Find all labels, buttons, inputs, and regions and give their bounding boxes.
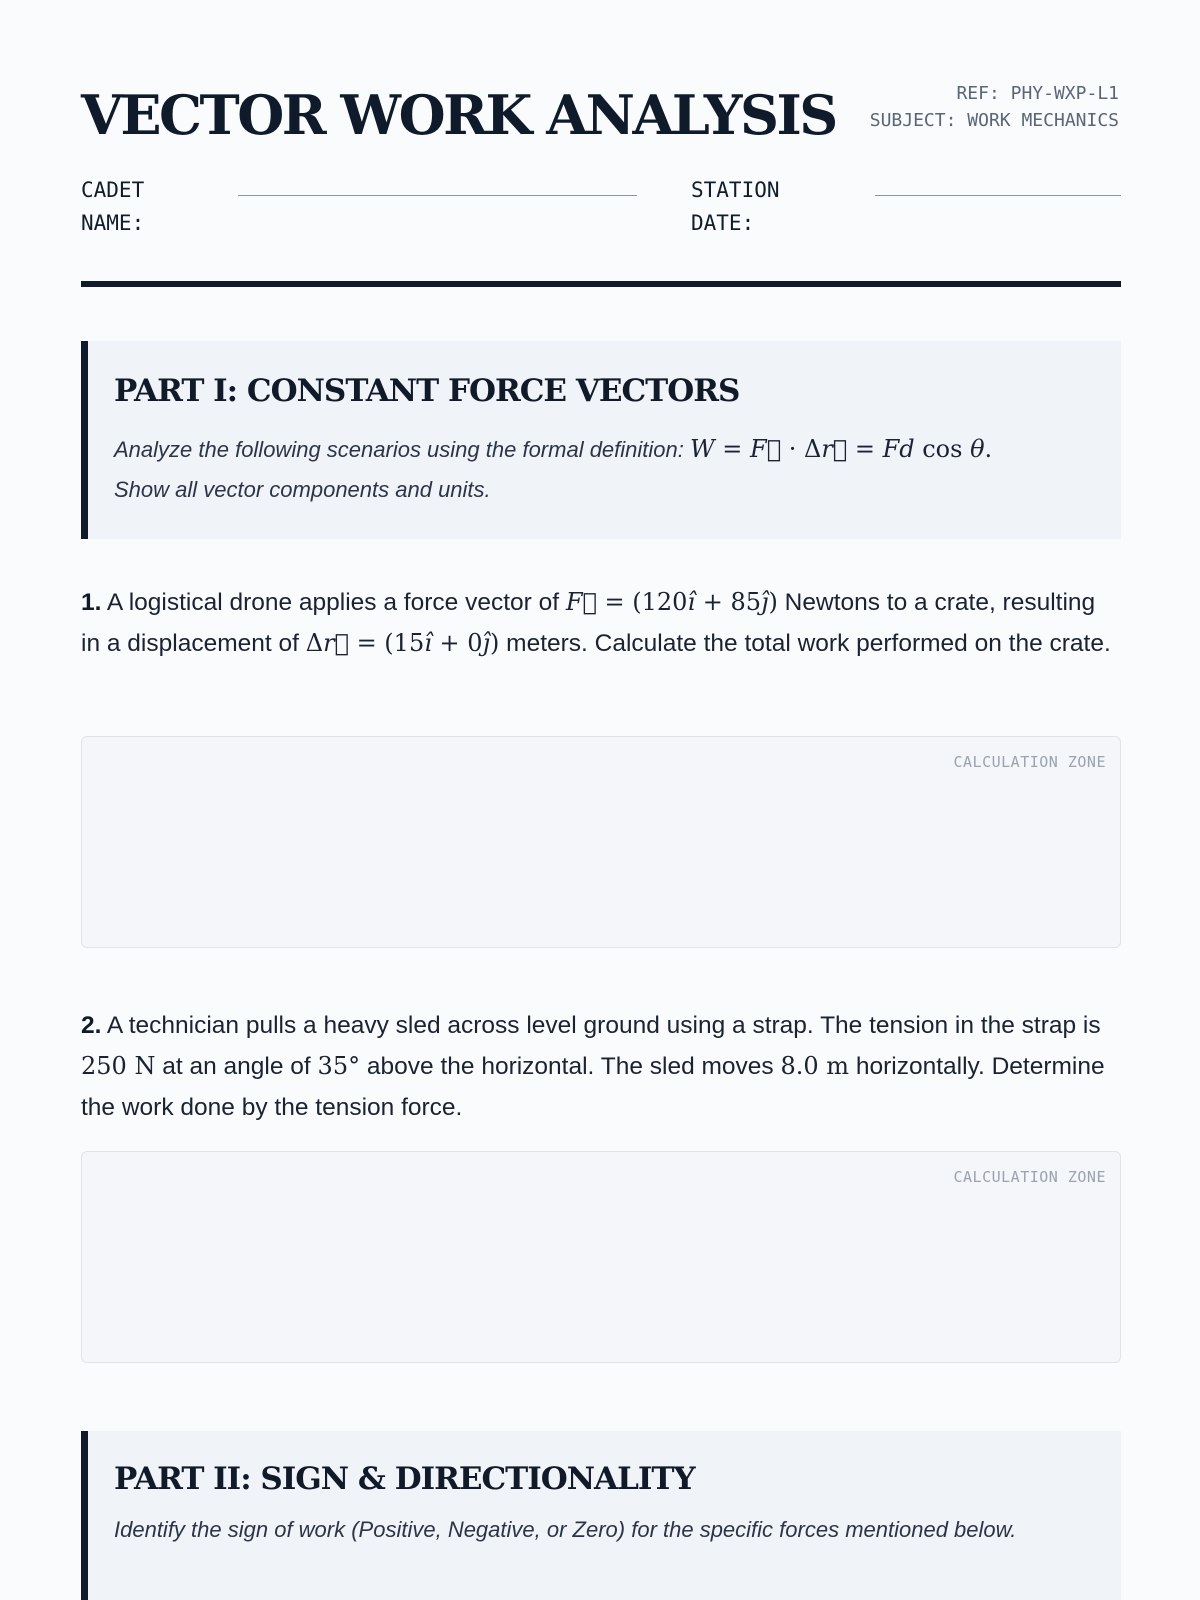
part-one-section: [81, 341, 1121, 539]
displacement-vector-expression: Δr⃗ = (15î + 0ĵ): [305, 629, 500, 657]
header-divider: [81, 281, 1121, 287]
reference-code: REF: PHY-WXP-L1: [956, 83, 1119, 104]
calculation-zone-2[interactable]: [81, 1151, 1121, 1363]
cadet-name-label: CADET NAME:: [81, 178, 145, 235]
student-fields: [81, 160, 1119, 260]
tension-value: 250 N: [81, 1052, 156, 1080]
question-1: 1. A logistical drone applies a force vector of F⃗ = (120î + 85ĵ) Newtons to a crate, resulting in a displacement of Δr⃗ = (15î + 0ĵ) meters. Calculate the total work performed on the crate.: [81, 588, 1111, 657]
subject-label: SUBJECT: WORK MECHANICS: [869, 110, 1119, 131]
distance-value: 8.0 m: [780, 1052, 850, 1080]
part-one-title: PART I: CONSTANT FORCE VECTORS: [114, 373, 740, 409]
question-2: 2. A technician pulls a heavy sled across level ground using a strap. The tension in the strap is 250 N at an angle of 35° above the horizontal. The sled moves 8.0 m horizontally. Determine the work done by the tension force.: [81, 1012, 1105, 1121]
cadet-name-field[interactable]: [238, 195, 637, 196]
part-two-title: PART II: SIGN & DIRECTIONALITY: [114, 1461, 695, 1497]
reference-block: [870, 80, 1119, 134]
question-number: 1.: [81, 589, 102, 616]
part-one-instructions: Analyze the following scenarios using the formal definition: W = F⃗ · Δr⃗ = Fd cos θ. Show all vector components and units.: [114, 435, 993, 502]
page-title: VECTOR WORK ANALYSIS: [81, 83, 836, 147]
calculation-zone-label: CALCULATION ZONE: [953, 753, 1106, 771]
angle-value: 35°: [317, 1052, 361, 1080]
force-vector-expression: F⃗ = (120î + 85ĵ): [565, 588, 778, 616]
station-date-label: STATION DATE:: [691, 178, 780, 235]
calculation-zone-1[interactable]: [81, 736, 1121, 948]
part-two-section: [81, 1431, 1121, 1600]
question-number: 2.: [81, 1012, 102, 1039]
worksheet-header: [81, 0, 1119, 160]
work-formula: W = F⃗ · Δr⃗ = Fd cos θ.: [690, 435, 993, 463]
station-date-field[interactable]: [875, 195, 1121, 196]
part-two-instructions: Identify the sign of work (Positive, Negative, or Zero) for the specific forces mentioned below.: [114, 1517, 1017, 1542]
calculation-zone-label: CALCULATION ZONE: [953, 1168, 1106, 1186]
